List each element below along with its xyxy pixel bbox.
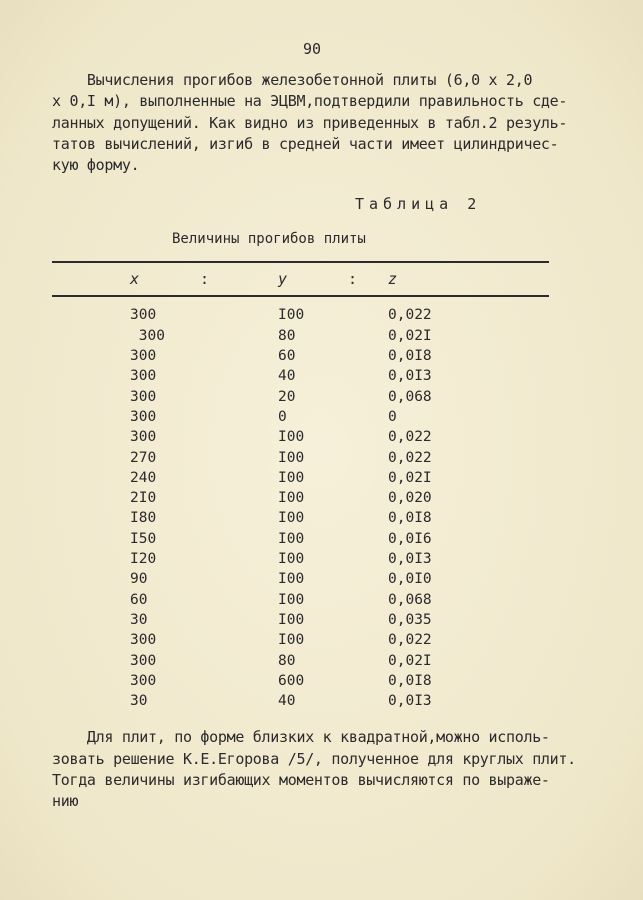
text-line: нию bbox=[52, 792, 79, 811]
spacer-cell bbox=[200, 469, 278, 489]
spacer-cell bbox=[52, 388, 130, 408]
cell-z: 0,022 bbox=[388, 449, 432, 466]
spacer-cell bbox=[52, 611, 130, 631]
table-row bbox=[52, 530, 549, 550]
spacer-cell bbox=[200, 296, 278, 326]
cell-x: 300 bbox=[130, 368, 157, 385]
cell-z: 0,02I bbox=[388, 469, 432, 486]
cell-x: 300 bbox=[130, 307, 157, 324]
spacer-cell bbox=[348, 296, 388, 326]
spacer-cell bbox=[200, 550, 278, 570]
cell-x: 300 bbox=[130, 327, 165, 344]
cell-y: I00 bbox=[278, 571, 305, 588]
text-line: татов вычислений, изгиб в средней части имеет цилиндричес- bbox=[52, 134, 559, 153]
header-y: y bbox=[278, 262, 348, 296]
table-row bbox=[52, 611, 549, 631]
table-row bbox=[52, 550, 549, 570]
table-row bbox=[52, 570, 549, 590]
cell-y: 80 bbox=[278, 652, 296, 669]
spacer-cell bbox=[52, 570, 130, 590]
header-separator: : bbox=[348, 262, 388, 296]
spacer-cell bbox=[200, 509, 278, 529]
spacer-cell bbox=[348, 692, 388, 712]
spacer-cell bbox=[200, 388, 278, 408]
cell-z: 0,068 bbox=[388, 388, 432, 405]
spacer-cell bbox=[348, 591, 388, 611]
cell-z: 0,022 bbox=[388, 429, 432, 446]
spacer-cell bbox=[52, 408, 130, 428]
cell-y: 60 bbox=[278, 348, 296, 365]
spacer-cell bbox=[200, 672, 278, 692]
spacer-cell bbox=[200, 449, 278, 469]
table-caption: Таблица 2 bbox=[355, 195, 482, 214]
text-line: ланных допущений. Как видно из приведенных в табл.2 резуль- bbox=[52, 113, 568, 132]
table-row bbox=[52, 449, 549, 469]
spacer-cell bbox=[200, 652, 278, 672]
text-line: Тогда величины изгибающих моментов вычисляются по выраже- bbox=[52, 771, 550, 790]
cell-y: I00 bbox=[278, 611, 305, 628]
spacer-cell bbox=[52, 591, 130, 611]
cell-z: 0,022 bbox=[388, 632, 432, 649]
cell-z: 0,0I8 bbox=[388, 510, 432, 527]
cell-y: I00 bbox=[278, 530, 305, 547]
deflection-table bbox=[52, 261, 549, 712]
spacer-cell bbox=[52, 631, 130, 651]
table-row bbox=[52, 509, 549, 529]
spacer-cell bbox=[348, 327, 388, 347]
spacer-cell bbox=[200, 347, 278, 367]
table-row bbox=[52, 367, 549, 387]
spacer-cell bbox=[348, 550, 388, 570]
spacer-cell bbox=[348, 449, 388, 469]
cell-x: 60 bbox=[130, 591, 148, 608]
table-row bbox=[52, 347, 549, 367]
spacer-cell bbox=[200, 489, 278, 509]
table-row bbox=[52, 631, 549, 651]
spacer-cell bbox=[200, 530, 278, 550]
table-title: Величины прогибов плиты bbox=[172, 231, 366, 248]
cell-z: 0,0I0 bbox=[388, 571, 432, 588]
cell-x: 300 bbox=[130, 348, 157, 365]
spacer-cell bbox=[52, 428, 130, 448]
spacer-cell bbox=[348, 408, 388, 428]
cell-z: 0,020 bbox=[388, 490, 432, 507]
table-row bbox=[52, 672, 549, 692]
intro-paragraph bbox=[52, 70, 637, 176]
spacer-cell bbox=[348, 469, 388, 489]
cell-x: 90 bbox=[130, 571, 148, 588]
cell-x: 240 bbox=[130, 469, 157, 486]
spacer-cell bbox=[200, 367, 278, 387]
spacer-cell bbox=[348, 509, 388, 529]
cell-y: I00 bbox=[278, 469, 305, 486]
header-x: x bbox=[130, 262, 200, 296]
cell-y: I00 bbox=[278, 490, 305, 507]
cell-x: 300 bbox=[130, 408, 157, 425]
spacer-cell bbox=[348, 530, 388, 550]
spacer-cell bbox=[52, 509, 130, 529]
spacer-cell bbox=[52, 672, 130, 692]
cell-z: 0,035 bbox=[388, 611, 432, 628]
spacer-cell bbox=[200, 327, 278, 347]
spacer-cell bbox=[348, 388, 388, 408]
cell-y: I00 bbox=[278, 591, 305, 608]
cell-y: I00 bbox=[278, 449, 305, 466]
table-row bbox=[52, 692, 549, 712]
table-header-row bbox=[52, 262, 549, 296]
spacer-cell bbox=[52, 550, 130, 570]
cell-z: 0 bbox=[388, 408, 397, 425]
table-body bbox=[52, 296, 549, 712]
cell-x: 300 bbox=[130, 632, 157, 649]
spacer-cell bbox=[200, 570, 278, 590]
table-row bbox=[52, 652, 549, 672]
spacer-cell bbox=[52, 469, 130, 489]
cell-y: I00 bbox=[278, 632, 305, 649]
spacer-cell bbox=[348, 611, 388, 631]
cell-z: 0,0I6 bbox=[388, 530, 432, 547]
spacer-cell bbox=[348, 367, 388, 387]
outro-paragraph bbox=[52, 727, 637, 812]
text-line: Вычисления прогибов железобетонной плиты (6,0 х 2,0 bbox=[52, 71, 533, 89]
cell-x: I80 bbox=[130, 510, 157, 527]
text-line: Для плит, по форме близких к квадратной,можно исполь- bbox=[52, 728, 550, 747]
spacer-cell bbox=[200, 611, 278, 631]
cell-x: 300 bbox=[130, 388, 157, 405]
spacer-cell bbox=[52, 652, 130, 672]
table-row bbox=[52, 591, 549, 611]
cell-x: 300 bbox=[130, 652, 157, 669]
cell-y: I00 bbox=[278, 551, 305, 568]
cell-y: I00 bbox=[278, 510, 305, 527]
cell-y: 40 bbox=[278, 693, 296, 710]
spacer-cell bbox=[52, 449, 130, 469]
cell-x: 300 bbox=[130, 672, 157, 689]
spacer-cell bbox=[52, 692, 130, 712]
text-line: х 0,I м), выполненные на ЭЦВМ,подтвердили правильность сде- bbox=[52, 92, 568, 111]
cell-x: 270 bbox=[130, 449, 157, 466]
spacer-cell bbox=[52, 367, 130, 387]
spacer-cell bbox=[52, 347, 130, 367]
cell-z: 0,0I3 bbox=[388, 551, 432, 568]
cell-z: 0,0I8 bbox=[388, 672, 432, 689]
cell-y: 20 bbox=[278, 388, 296, 405]
cell-y: I00 bbox=[278, 307, 305, 324]
spacer-cell bbox=[348, 489, 388, 509]
spacer-cell bbox=[348, 672, 388, 692]
spacer-cell bbox=[200, 591, 278, 611]
cell-z: 0,0I8 bbox=[388, 348, 432, 365]
text-line: кую форму. bbox=[52, 156, 140, 175]
spacer-cell bbox=[200, 428, 278, 448]
spacer-cell bbox=[200, 408, 278, 428]
spacer-cell bbox=[200, 631, 278, 651]
text-line: зовать решение К.Е.Егорова /5/, полученное для круглых плит. bbox=[52, 749, 576, 768]
cell-y: 40 bbox=[278, 368, 296, 385]
header-separator: : bbox=[200, 262, 278, 296]
cell-y: I00 bbox=[278, 429, 305, 446]
header-z: z bbox=[388, 262, 549, 296]
cell-z: 0,022 bbox=[388, 307, 432, 324]
table-row bbox=[52, 408, 549, 428]
cell-z: 0,0I3 bbox=[388, 368, 432, 385]
cell-y: 80 bbox=[278, 327, 296, 344]
spacer-cell bbox=[52, 530, 130, 550]
page-number: 90 bbox=[303, 40, 322, 58]
spacer-cell bbox=[348, 428, 388, 448]
spacer-cell bbox=[348, 347, 388, 367]
spacer-cell bbox=[348, 652, 388, 672]
cell-x: 30 bbox=[130, 611, 148, 628]
cell-z: 0,0I3 bbox=[388, 693, 432, 710]
table-row bbox=[52, 296, 549, 326]
spacer-cell bbox=[52, 327, 130, 347]
table-row bbox=[52, 327, 549, 347]
spacer-cell bbox=[200, 692, 278, 712]
table-row bbox=[52, 388, 549, 408]
cell-x: 300 bbox=[130, 429, 157, 446]
table-row bbox=[52, 489, 549, 509]
cell-x: 30 bbox=[130, 693, 148, 710]
cell-x: 2I0 bbox=[130, 490, 157, 507]
spacer-cell bbox=[52, 489, 130, 509]
table-row bbox=[52, 469, 549, 489]
cell-z: 0,02I bbox=[388, 327, 432, 344]
cell-z: 0,068 bbox=[388, 591, 432, 608]
cell-x: I20 bbox=[130, 551, 157, 568]
spacer-cell bbox=[52, 296, 130, 326]
table-row bbox=[52, 428, 549, 448]
spacer-cell bbox=[348, 570, 388, 590]
cell-x: I50 bbox=[130, 530, 157, 547]
cell-y: 0 bbox=[278, 408, 287, 425]
cell-y: 600 bbox=[278, 672, 305, 689]
spacer-cell bbox=[348, 631, 388, 651]
cell-z: 0,02I bbox=[388, 652, 432, 669]
